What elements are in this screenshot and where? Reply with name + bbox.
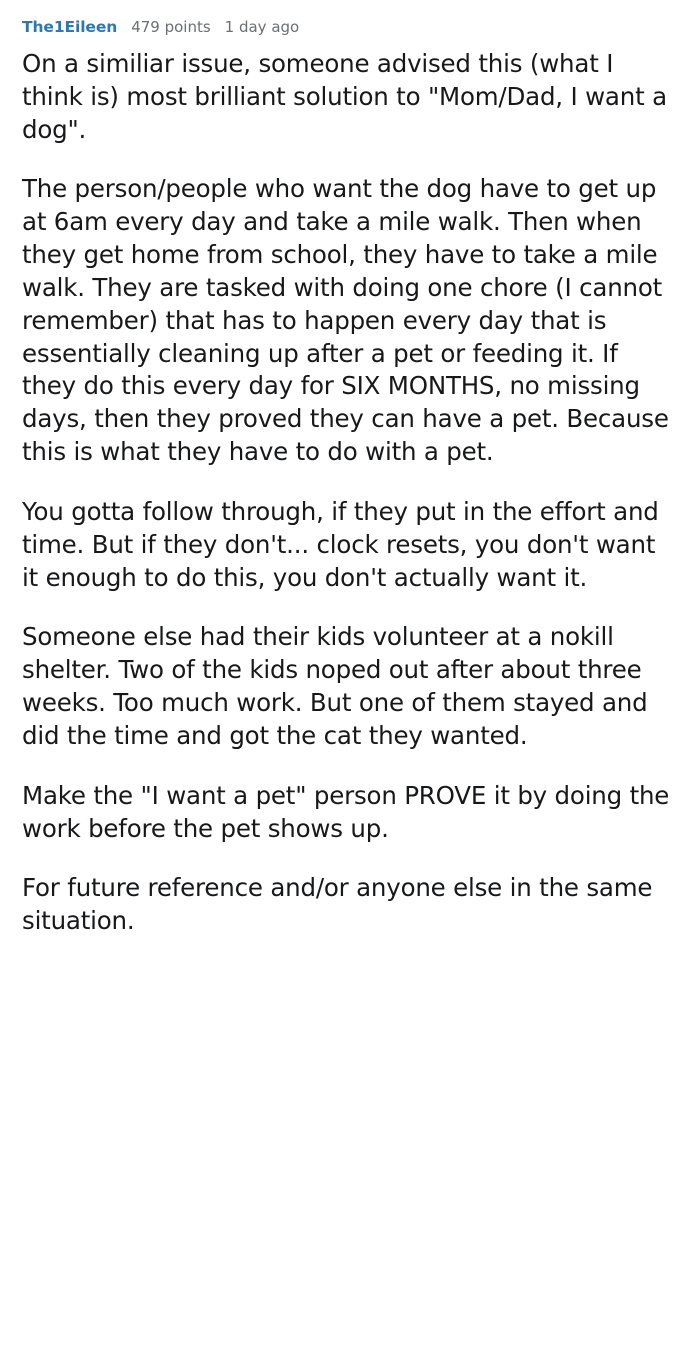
comment-paragraph: You gotta follow through, if they put in the effort and time. But if they don't... clock resets, you don't want it enough to do this, you don't actually want it. xyxy=(22,496,659,592)
comment-paragraph: On a similiar issue, someone advised this (what I think is) most brilliant solution to "Mom/Dad, I want a dog". xyxy=(22,49,667,144)
comment-timestamp: 1 day ago xyxy=(224,18,300,36)
comment-paragraph: For future reference and/or anyone else in the same situation. xyxy=(22,873,653,936)
comment-paragraph: Someone else had their kids volunteer at a nokill shelter. Two of the kids noped out after about three weeks. Too much work. But one of them stayed and did the time and got the cat they wanted. xyxy=(22,622,648,750)
comment-paragraph: The person/people who want the dog have to get up at 6am every day and take a mile walk. Then when they get home from school, they have to take a mile walk. They are tasked with doing one chore (I cannot remember) that has to happen every day that is essentially cleaning up after a pet or feeding it. If they do this every day for SIX MONTHS, no missing days, then they proved they can have a pet. Because this is what they have to do with a pet. xyxy=(22,174,669,467)
comment-points: 479 points xyxy=(131,18,211,36)
comment-author[interactable]: The1Eileen xyxy=(22,18,118,36)
comment-body xyxy=(22,48,678,938)
comment-header xyxy=(22,18,678,36)
comment-paragraph: Make the "I want a pet" person PROVE it by doing the work before the pet shows up. xyxy=(22,780,670,843)
